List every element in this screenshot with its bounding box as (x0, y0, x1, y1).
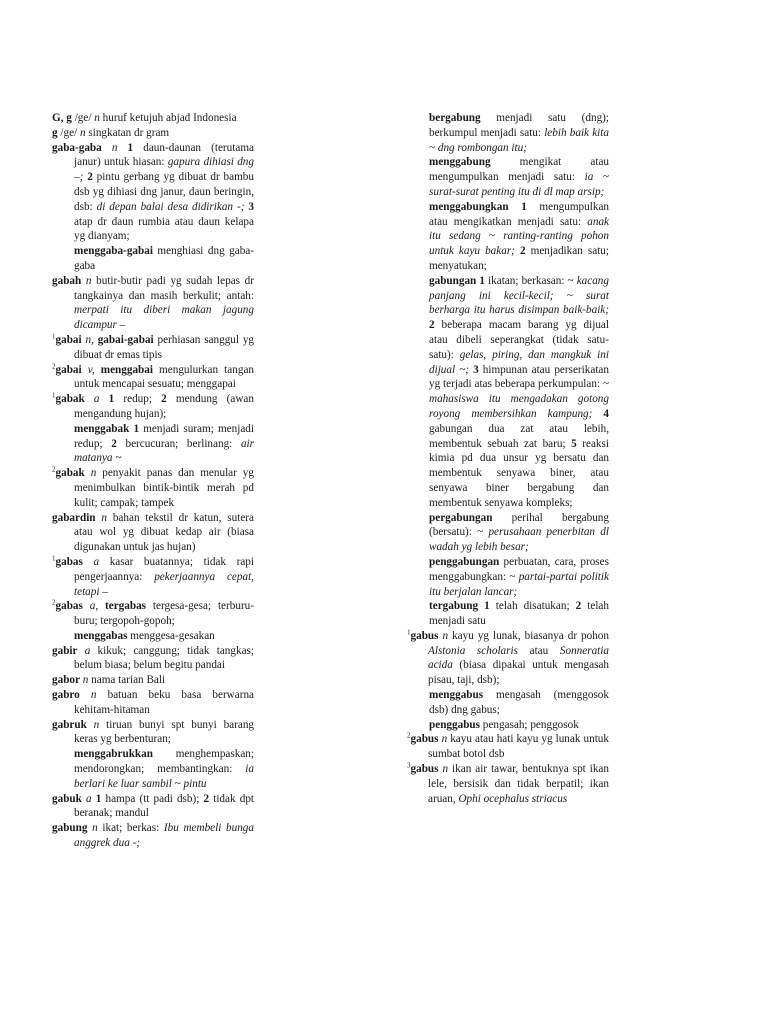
headword: gabir (52, 644, 78, 657)
dictionary-entry (52, 511, 254, 555)
italic-text: mahasiswa itu mengadakan gotong royong membersihkan kampung; (429, 393, 609, 420)
definition-text: mengikat atau mengumpulkan menjadi satu: (429, 156, 609, 184)
headword: gabai (55, 363, 82, 376)
headword: 1 (95, 792, 102, 805)
definition-text: menggesa-gesakan (127, 629, 215, 642)
headword: gabai (55, 333, 82, 346)
italic-text: n (111, 141, 118, 154)
italic-text: n (441, 733, 448, 746)
definition-text: menjadi satu (dng); berkumpul menjadi satu: (429, 112, 609, 139)
definition-text: kayu atau hati kayu yg lunak untuk sumbat botol dsb (428, 733, 609, 761)
italic-text: ia ~ surat-surat penting itu di dl map arsip; (429, 171, 609, 198)
headword: 1 (127, 141, 134, 154)
italic-text: n (442, 763, 449, 776)
italic-text: n (94, 112, 100, 124)
headword: pergabungan (429, 511, 493, 524)
definition-text (117, 142, 127, 154)
definition-text (85, 393, 94, 405)
homonym-number: 2 (52, 598, 56, 607)
italic-text: Ophi ocephalus striacus (458, 792, 568, 805)
dictionary-subentry (52, 747, 254, 791)
headword: 2 (429, 319, 435, 332)
definition-text: menjadi suram; menjadi redup; (74, 422, 254, 450)
headword: gabardin (52, 511, 96, 524)
definition-text: redup; (114, 393, 162, 406)
italic-text: n (79, 126, 86, 139)
definition-text: perhiasan sanggul yg dibuat dr emas tipis (74, 333, 255, 361)
italic-text: gelas, piring, dan mangkuk ini dijual ~; (429, 348, 609, 376)
dictionary-entry (52, 599, 254, 629)
definition-text: mengulurkan tangan untuk mencapai sesuatu; menggapai (74, 363, 254, 391)
headword: g (52, 126, 58, 139)
italic-text: a (84, 644, 91, 657)
definition-text (83, 600, 90, 612)
headword: gabus (410, 763, 439, 776)
italic-text: a (93, 393, 100, 406)
italic-text: anak itu sedang ~ ranting-ranting pohon untuk kayu bakar; (429, 215, 609, 258)
homonym-number: 3 (407, 761, 411, 770)
dictionary-entry (52, 126, 254, 141)
headword: tergabas (105, 600, 147, 613)
definition-text: tiruan bunyi spt bunyi barang keras yg berbenturan; (74, 718, 255, 746)
headword: gabak (55, 467, 85, 480)
italic-text: gapura dihiasi dng –; (74, 156, 254, 184)
definition-text: mendung (awan mengandung hujan); (74, 393, 254, 420)
definition-text: tergesa-gesa; terburu-buru; tergopoh-gopoh; (74, 600, 254, 628)
definition-text (83, 556, 94, 568)
definition-text: himpunan atau perserikatan yg terjadi atas beberapa perkumpulan: ~ (429, 363, 609, 391)
headword: penggabus (429, 718, 480, 731)
definition-text (99, 393, 108, 405)
headword: 1 (133, 422, 140, 435)
headword: menggaba-gabai (74, 245, 153, 258)
dictionary-entry (52, 688, 254, 718)
definition-text: ikan air tawar, bentuknya spt ikan lele, bersisik dan tidak berpatil; ikan aruan, (428, 763, 609, 805)
dictionary-subentry (407, 718, 609, 733)
dictionary-subentry (407, 511, 609, 555)
headword: menggabung (429, 156, 491, 169)
dictionary-subentry (407, 555, 609, 599)
headword: gabak (55, 393, 85, 406)
homonym-number: 2 (52, 361, 56, 370)
headword: 2 (111, 437, 117, 450)
italic-text: n (93, 718, 100, 731)
definition-text: telah menjadi satu (429, 600, 609, 628)
definition-text: butir-butir padi yg sudah lepas dr tangkainya dan masih berkulit; antah: (74, 274, 254, 302)
definition-text: perihal bergabung (bersatu): ~ (429, 511, 609, 539)
headword: gabus (410, 733, 439, 746)
definition-text: mengasah (menggosok dsb) dng gabus; (429, 689, 609, 716)
headword: 1 (521, 200, 527, 213)
dictionary-subentry (52, 422, 254, 466)
headword: 1 (479, 274, 485, 287)
italic-text: v, (87, 363, 95, 376)
definition-text (80, 689, 91, 701)
dictionary-entry (52, 274, 254, 333)
definition-text (98, 600, 105, 612)
headword: gabuk (52, 792, 82, 805)
italic-text: n (90, 689, 97, 702)
dictionary-entry (52, 644, 254, 674)
definition-text: tidak dpt beranak; mandul (74, 792, 255, 820)
homonym-number: 1 (407, 628, 411, 637)
dictionary-entry (52, 718, 254, 748)
headword: 4 (603, 407, 609, 420)
headword: gabas (55, 555, 83, 568)
dictionary-entry (52, 555, 254, 599)
definition-text (509, 201, 522, 213)
definition-text: bahan tekstil dr katun, sutera atau wol yg dibuat kedap air (biasa digunakan untuk jas hujan) (74, 511, 254, 554)
headword: gabungan (429, 274, 477, 287)
dictionary-subentry (407, 599, 609, 629)
dictionary-subentry (52, 629, 254, 644)
headword: 2 (575, 600, 582, 613)
headword: menggabrukkan (74, 748, 153, 761)
definition-text: pintu gerbang yg dibuat dr bambu dsb yg dihiasi dng janur, daun beringin, dsb: (74, 171, 254, 213)
headword: 3 (473, 363, 479, 376)
homonym-number: 1 (52, 332, 56, 341)
definition-text: perbuatan, cara, proses menggabungkan: ~ (429, 555, 609, 583)
definition-text: ikat; berkas: (97, 822, 164, 835)
homonym-number: 1 (52, 554, 56, 563)
dictionary-subentry (52, 244, 254, 274)
definition-text: /ge/ (57, 126, 80, 139)
italic-text: n (90, 467, 97, 480)
italic-text: Ibu membeli bunga anggrek dua -; (74, 822, 254, 850)
italic-text: air matanya ~ (74, 437, 254, 465)
dictionary-subentry (407, 688, 609, 718)
headword: menggabas (74, 629, 128, 642)
italic-text: n (85, 274, 92, 287)
dictionary-entry (52, 141, 254, 245)
dictionary-entry (52, 363, 254, 393)
definition-text: atau (517, 644, 560, 657)
dictionary-entry (52, 333, 254, 363)
dictionary-subentry (407, 111, 609, 155)
headword: bergabung (429, 112, 481, 124)
definition-text: mengumpulkan atau mengikatkan menjadi satu: (429, 200, 609, 228)
headword: gabai-gabai (97, 333, 154, 346)
definition-text: menjadikan satu; menyatukan; (429, 245, 609, 272)
dictionary-left-column (52, 111, 254, 851)
dictionary-entry (52, 673, 254, 688)
definition-text: atap dr daun rumbia atau daun kelapa yg dianyam; (74, 215, 254, 243)
headword: tergabung (429, 600, 479, 613)
italic-text: n, (85, 333, 94, 346)
headword: 1 (484, 600, 490, 613)
definition-text: reaksi kimia pd dua unsur yg bersatu dan membentuk senyawa biner, atau senyawa biner bergabung dan membentuk senyawa kompleks; (429, 437, 609, 509)
headword: menggabak (74, 422, 130, 435)
dictionary-entry (52, 111, 254, 126)
headword: 2 (203, 792, 210, 805)
definition-text: huruf ketujuh abjad Indonesia (99, 112, 237, 124)
headword: menggabai (100, 363, 153, 376)
headword: gabruk (52, 718, 87, 731)
dictionary-entry (52, 821, 254, 851)
italic-text: kacang panjang ini kecil-kecil; ~ surat berharga itu harus disimpan baik-baik; (429, 274, 609, 317)
headword: 3 (248, 200, 254, 213)
dictionary-entry (407, 629, 609, 688)
homonym-number: 2 (52, 465, 56, 474)
headword: gabung (52, 822, 88, 835)
dictionary-subentry (407, 274, 609, 511)
definition-text (102, 142, 112, 154)
headword: gaba-gaba (52, 141, 102, 154)
dictionary-entry (52, 792, 254, 822)
italic-text: a (93, 555, 100, 568)
dictionary-entry (407, 732, 609, 762)
dictionary-right-column (407, 111, 609, 806)
definition-text: nama tarian Bali (88, 674, 166, 687)
headword: gabro (52, 689, 80, 702)
headword: menggabus (429, 689, 484, 702)
definition-text: beberapa macam barang yg dijual atau dibeli seperangkat (tidak satu-satu): (429, 319, 609, 361)
definition-text: gabungan dua zat atau lebih, membentuk sebuah zat baru; (429, 422, 609, 450)
dictionary-subentry (407, 155, 609, 199)
definition-text: daun-daunan (terutama janur) untuk hiasan: (74, 141, 254, 169)
definition-text: bercucuran; berlinang: (116, 437, 241, 450)
definition-text: kikuk; canggung; tidak tangkas; belum biasa; belum begitu pandai (74, 644, 254, 672)
definition-text (87, 719, 94, 731)
italic-text: ia berlari ke luar sambil ~ pintu (74, 763, 254, 790)
definition-text: (biasa dipakai untuk mengasah pisau, taji, dsb); (428, 659, 609, 687)
headword: gabas (55, 600, 83, 613)
headword: gabah (52, 274, 82, 287)
italic-text: lebih baik kita ~ dng rombongan itu; (429, 126, 609, 154)
definition-text: ikatan; berkasan: ~ (484, 274, 577, 287)
headword: penggabungan (429, 555, 500, 568)
headword: menggabungkan (429, 200, 509, 213)
italic-text: n (92, 822, 98, 835)
dictionary-entry (52, 392, 254, 422)
homonym-number: 1 (52, 391, 56, 400)
definition-text: penyakit panas dan menular yg menimbulkan bintik-bintik merah pd kulit; campak; tampek (74, 467, 254, 509)
definition-text: batuan beku basa berwarna kehitam-hitaman (74, 689, 255, 716)
italic-text: di depan balai desa didirikan -; (96, 200, 245, 213)
italic-text: Sonneratia acida (428, 644, 609, 672)
italic-text: n (101, 511, 107, 524)
definition-text: /ge/ (71, 112, 95, 124)
definition-text: kayu yg lunak, biasanya dr pohon (448, 629, 609, 642)
headword: G, g (52, 112, 72, 124)
dictionary-subentry (407, 200, 609, 274)
italic-text: Alstonia scholaris (428, 644, 518, 657)
headword: 2 (519, 245, 526, 258)
headword: 2 (87, 171, 93, 184)
dictionary-entry (52, 466, 254, 510)
italic-text: n (442, 629, 449, 642)
italic-text: n (82, 674, 89, 687)
headword: 2 (161, 393, 167, 406)
definition-text: menghempaskan; mendorongkan; membantingkan: (74, 748, 254, 776)
definition-text: telah disatukan; (489, 600, 576, 613)
italic-text: merpati itu diberi makan jagung dicampur – (74, 304, 254, 332)
headword: gabor (52, 674, 80, 687)
headword: gabus (410, 629, 439, 642)
definition-text: kasar buatannya; tidak rapi pengerjaannya: (74, 555, 255, 583)
headword: 5 (571, 437, 577, 450)
headword: 1 (108, 393, 115, 406)
italic-text: partai-partai politik itu berjalan lancar; (429, 570, 609, 598)
dictionary-entry (407, 762, 609, 806)
definition-text (77, 645, 84, 657)
definition-text: menghiasi dng gaba-gaba (74, 245, 254, 272)
italic-text: pekerjaannya cepat, tetapi – (74, 570, 254, 598)
definition-text: hampa (tt padi dsb); (101, 792, 204, 805)
definition-text: singkatan dr gram (85, 126, 170, 139)
italic-text: a, (89, 600, 99, 613)
homonym-number: 2 (407, 731, 411, 740)
definition-text: pengasah; penggosok (480, 718, 579, 731)
italic-text: a (86, 792, 92, 805)
italic-text: perusahaan penerbitan dl wadah yg lebih besar; (429, 526, 609, 554)
definition-text (592, 408, 603, 420)
